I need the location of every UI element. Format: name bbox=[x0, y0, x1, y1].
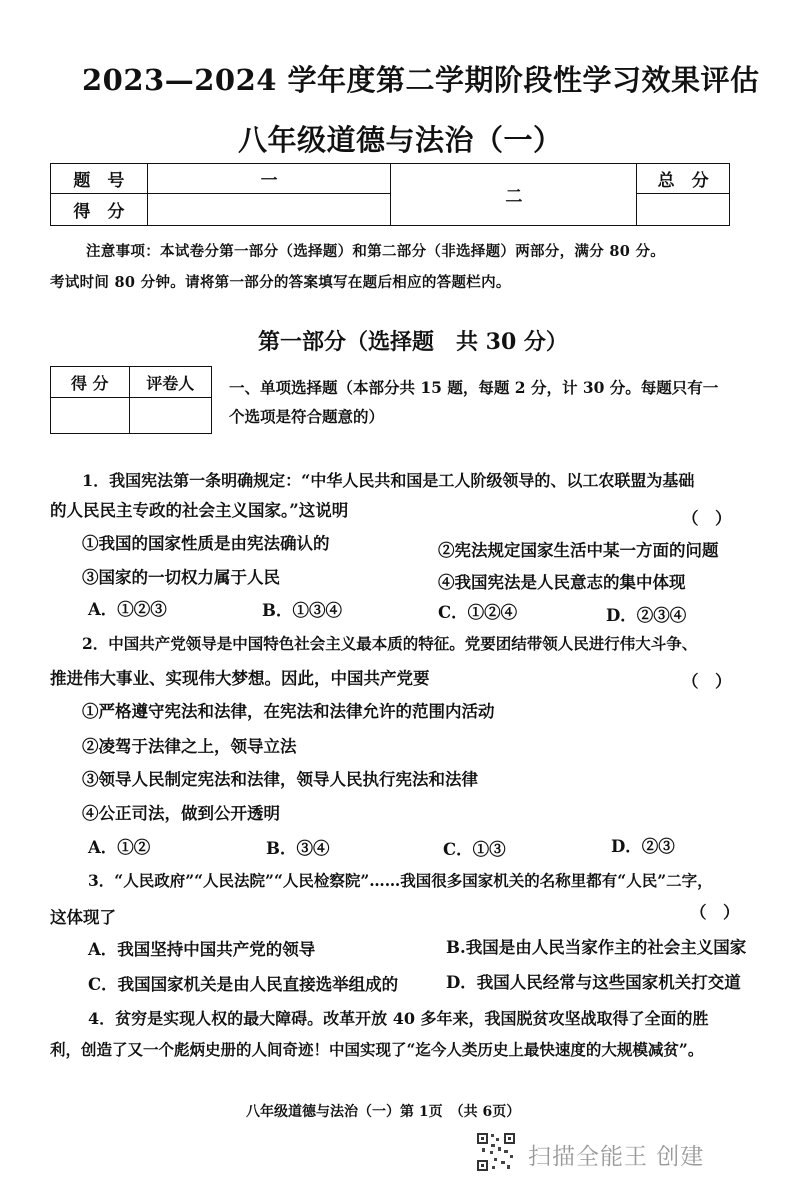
q2-item-2: ②凌驾于法律之上，领导立法 bbox=[82, 737, 297, 756]
q1-item-4: ④我国宪法是人民意志的集中体现 bbox=[438, 573, 686, 592]
q2-answer-paren[interactable]: （ ） bbox=[682, 672, 732, 691]
q3-option-a[interactable]: A．我国坚持中国共产党的领导 bbox=[88, 940, 316, 959]
grader-score-cell[interactable] bbox=[51, 398, 130, 434]
grader-score-label: 得 分 bbox=[51, 367, 130, 398]
q1-item-3: ③国家的一切权力属于人民 bbox=[82, 568, 280, 587]
grader-name-cell[interactable] bbox=[129, 398, 211, 434]
q3-option-c[interactable]: C．我国国家机关是由人民直接选举组成的 bbox=[88, 975, 399, 994]
page-footer: 八年级道德与法治（一）第 1页 （共 6页） bbox=[246, 1104, 521, 1120]
grader-name-label: 评卷人 bbox=[129, 367, 211, 398]
q1-option-a[interactable]: A．①②③ bbox=[88, 600, 167, 619]
section-instruction-2: 个选项是符合题意的） bbox=[229, 407, 385, 426]
score-cell-1[interactable] bbox=[147, 194, 391, 226]
q1-stem-1: 1．我国宪法第一条明确规定：“中华人民共和国是工人阶级领导的、以工农联盟为基础 bbox=[82, 471, 695, 490]
page-title: 2023—2024 学年度第二学期阶段性学习效果评估 bbox=[82, 63, 760, 97]
q2-item-1: ①严格遵守宪法和法律，在宪法和法律允许的范围内活动 bbox=[82, 702, 495, 721]
q1-option-c[interactable]: C．①②④ bbox=[438, 603, 518, 622]
q3-stem-2: 这体现了 bbox=[50, 908, 116, 927]
q3-stem-1: 3．“人民政府”“人民法院”“人民检察院”……我国很多国家机关的名称里都有“人民”二字， bbox=[88, 871, 713, 890]
q1-item-1: ①我国的国家性质是由宪法确认的 bbox=[82, 534, 330, 553]
notice-line-1: 注意事项：本试卷分第一部分（选择题）和第二部分（非选择题）两部分，满分 80 分。 bbox=[86, 243, 666, 260]
qr-code-icon bbox=[476, 1132, 516, 1172]
score-table bbox=[50, 163, 730, 226]
notice-line-2: 考试时间 80 分钟。请将第一部分的答案填写在题后相应的答题栏内。 bbox=[50, 274, 511, 291]
grader-table bbox=[50, 366, 212, 434]
score-table-col-2: 二 bbox=[391, 164, 637, 226]
q3-option-d[interactable]: D．我国人民经常与这些国家机关打交道 bbox=[446, 973, 741, 992]
q2-item-3: ③领导人民制定宪法和法律，领导人民执行宪法和法律 bbox=[82, 770, 478, 789]
score-cell-total[interactable] bbox=[637, 194, 730, 226]
q3-option-b[interactable]: B.我国是由人民当家作主的社会主义国家 bbox=[446, 938, 747, 957]
q1-option-d[interactable]: D．②③④ bbox=[606, 606, 687, 625]
q2-option-c[interactable]: C．①③ bbox=[443, 840, 506, 859]
part1-heading: 第一部分（选择题 共 30 分） bbox=[258, 329, 568, 355]
q2-item-4: ④公正司法，做到公开透明 bbox=[82, 804, 280, 823]
scanner-watermark: 扫描全能王 创建 bbox=[528, 1144, 705, 1170]
q2-stem-1: 2．中国共产党领导是中国特色社会主义最本质的特征。党要团结带领人民进行伟大斗争、 bbox=[82, 634, 698, 653]
q2-option-a[interactable]: A．①② bbox=[88, 838, 151, 857]
score-table-score-label: 得 分 bbox=[51, 194, 148, 226]
q2-option-d[interactable]: D．②③ bbox=[611, 837, 675, 856]
score-table-total: 总 分 bbox=[637, 164, 730, 194]
q4-stem-1: 4．贫穷是实现人权的最大障碍。改革开放 40 多年来，我国脱贫攻坚战取得了全面的胜 bbox=[88, 1009, 709, 1028]
q1-item-2: ②宪法规定国家生活中某一方面的问题 bbox=[438, 541, 719, 560]
page-subtitle: 八年级道德与法治（一） bbox=[238, 123, 563, 157]
q1-option-b[interactable]: B．①③④ bbox=[262, 601, 342, 620]
q2-option-b[interactable]: B．③④ bbox=[266, 839, 330, 858]
section-instruction-1: 一、单项选择题（本部分共 15 题，每题 2 分，计 30 分。每题只有一 bbox=[229, 378, 719, 397]
q1-answer-paren[interactable]: （ ） bbox=[682, 509, 732, 528]
score-table-header-label: 题 号 bbox=[51, 164, 148, 194]
q2-stem-2: 推进伟大事业、实现伟大梦想。因此，中国共产党要 bbox=[50, 669, 430, 688]
q3-answer-paren[interactable]: （ ） bbox=[690, 903, 740, 922]
q4-stem-2: 利，创造了又一个彪炳史册的人间奇迹！中国实现了“迄今人类历史上最快速度的大规模减贫”。 bbox=[50, 1040, 704, 1059]
q1-stem-2: 的人民民主专政的社会主义国家。”这说明 bbox=[50, 501, 349, 520]
score-table-col-1: 一 bbox=[147, 164, 391, 194]
